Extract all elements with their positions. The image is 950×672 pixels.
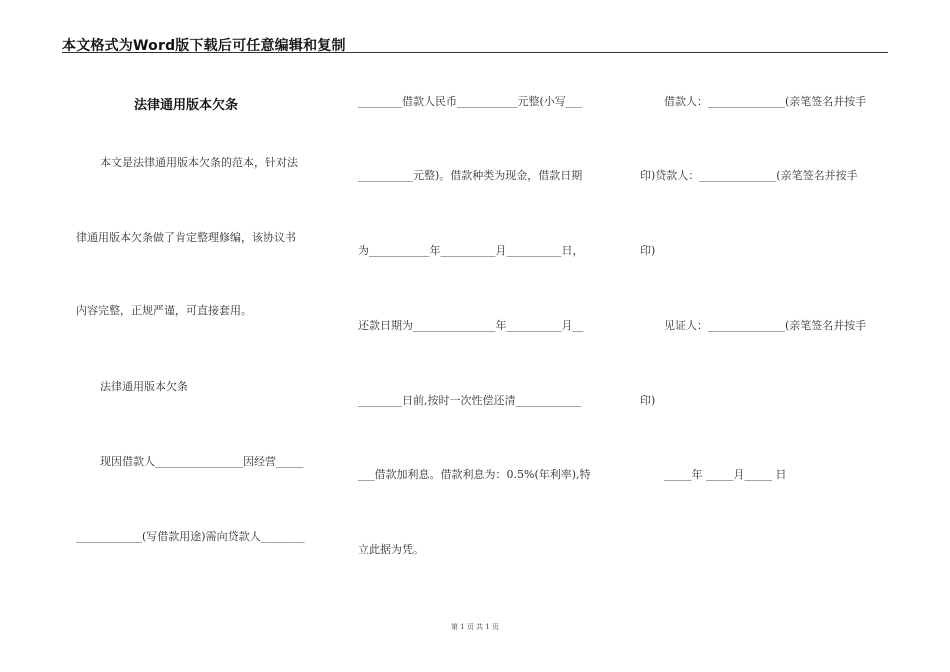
borrower-signature-line: 借款人：______________(亲笔签名并按手 [664, 95, 867, 108]
paragraph-line: ___借款加利息。借款利息为：0.5%(年利率),特 [358, 468, 591, 481]
page-header-title: 本文格式为Word版下载后可任意编辑和复制 [62, 38, 346, 54]
paragraph-line: 内容完整，正规严谨，可直接套用。 [76, 304, 252, 317]
date-line: _____年 _____月_____ 日 [664, 468, 787, 481]
paragraph-line: 律通用版本欠条做了肯定整理修编，该协议书 [76, 231, 296, 244]
paragraph-line: ________日前,按时一次性偿还清____________ [358, 394, 582, 407]
paragraph-line: 立此据为凭。 [358, 543, 424, 556]
paragraph-line: 印) [640, 244, 656, 257]
paragraph-line: 为___________年__________月__________日， [358, 244, 584, 257]
paragraph-line: 还款日期为_______________年__________月__ [358, 319, 584, 332]
paragraph-line: 印) [640, 394, 656, 407]
header-divider [62, 52, 888, 53]
page-number: 第 1 页 共 1 页 [450, 623, 500, 631]
section-heading: 法律通用版本欠条 [100, 380, 188, 393]
paragraph-line: ____________(写借款用途)需向贷款人________ [76, 530, 305, 543]
paragraph-line: __________元整)。借款种类为现金，借款日期 [358, 169, 583, 182]
paragraph-line: ________借款人民币___________元整(小写___ [358, 95, 583, 108]
witness-signature-line: 见证人：______________(亲笔签名并按手 [664, 319, 867, 332]
paragraph-line: 本文是法律通用版本欠条的范本，针对法 [100, 156, 298, 169]
document-title: 法律通用版本欠条 [134, 98, 239, 113]
paragraph-line: 现因借款人________________因经营_____ [100, 455, 304, 468]
lender-signature-line: 印)贷款人：______________(亲笔签名并按手 [640, 169, 858, 182]
